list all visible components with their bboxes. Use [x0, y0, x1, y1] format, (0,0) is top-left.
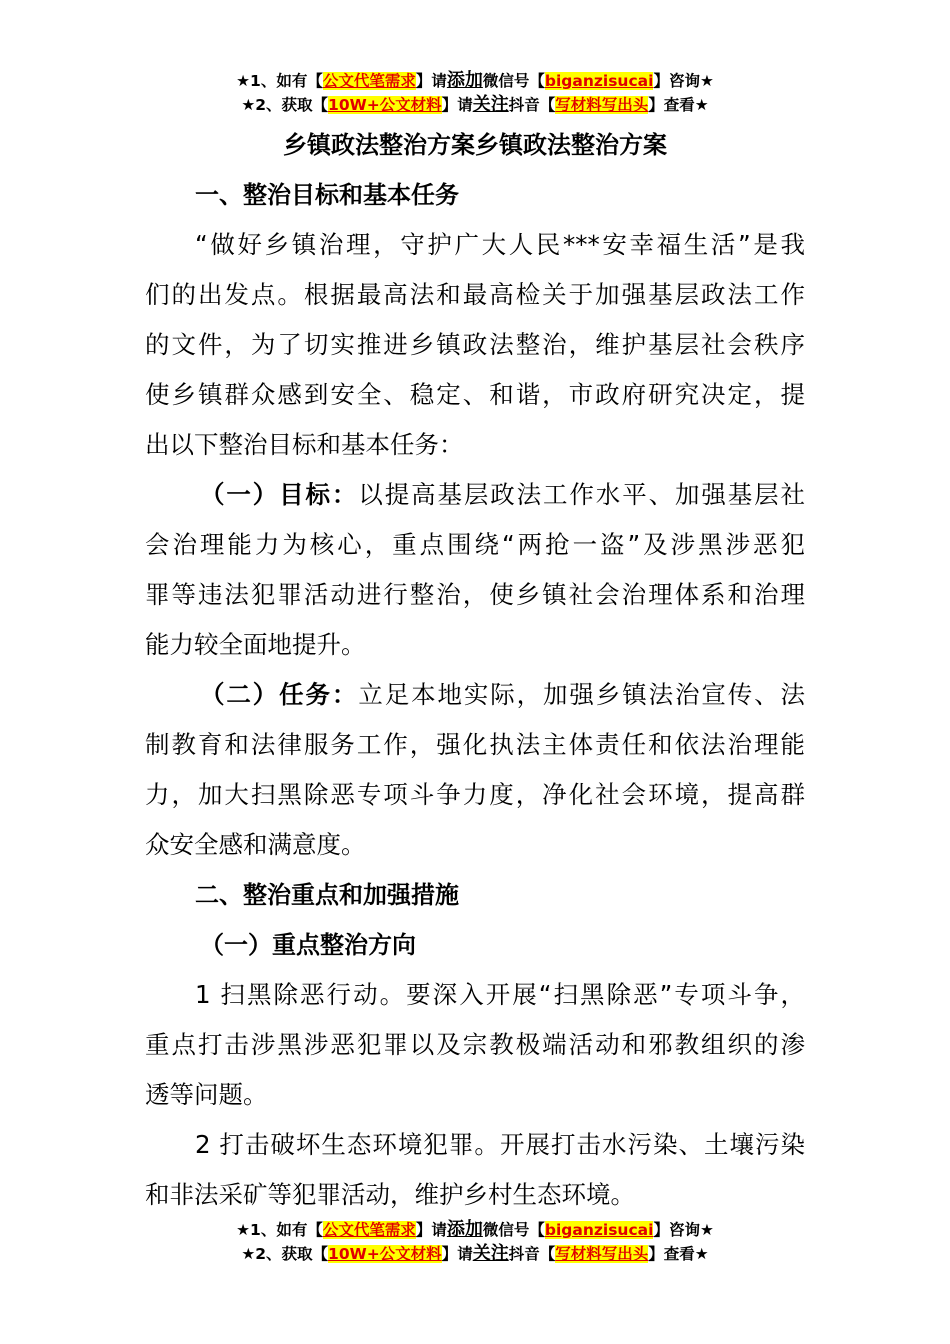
paragraph-line: 们的出发点。根据最高法和最高检关于加强基层政法工作 — [145, 280, 805, 309]
highlight: 写材料写出头 — [555, 1245, 649, 1263]
t: ★1、如有【 — [236, 1221, 323, 1239]
t: 】咨询★ — [653, 72, 714, 90]
highlight: biganzisucai — [544, 1221, 654, 1239]
paragraph-line: “做好乡镇治理，守护广大人民***安幸福生活”是我 — [195, 230, 805, 259]
t: ★2、获取【 — [241, 96, 329, 114]
t: 添加 — [446, 70, 483, 91]
promo-line-2 — [0, 93, 950, 117]
paragraph-line: 出以下整治目标和基本任务： — [145, 430, 464, 459]
t: 抖音【 — [508, 1245, 556, 1263]
t: 关注 — [472, 1243, 509, 1264]
paragraph-line: 1 扫黑除恶行动。要深入开展“扫黑除恶”专项斗争， — [195, 980, 805, 1009]
paragraph-line: 众安全感和满意度。 — [145, 830, 366, 859]
t: 】请 — [441, 96, 473, 114]
paragraph-line: 能力较全面地提升。 — [145, 630, 366, 659]
promo-header — [0, 69, 950, 117]
paragraph-line: 的文件，为了切实推进乡镇政法整治，维护基层社会秩序 — [145, 330, 805, 359]
paragraph-line: 重点打击涉黑涉恶犯罪以及宗教极端活动和邪教组织的渗 — [145, 1030, 805, 1059]
paragraph-line — [145, 470, 805, 520]
t: 关注 — [472, 94, 509, 115]
heading-2: 二、整治重点和加强措施 — [195, 881, 459, 909]
paragraph-line — [145, 670, 805, 720]
t: 以提高基层政法工作水平、加强基层社 — [358, 480, 806, 509]
t: 】请 — [415, 72, 447, 90]
highlight: biganzisucai — [544, 72, 654, 90]
t: 】查看★ — [648, 96, 709, 114]
highlight: 10W+公文材料 — [328, 96, 442, 114]
t: 】请 — [415, 1221, 447, 1239]
t: 】请 — [441, 1245, 473, 1263]
promo-line-2 — [0, 1242, 950, 1266]
t: ★2、获取【 — [241, 1245, 329, 1263]
paragraph-line: 会治理能力为核心，重点围绕“两抢一盗”及涉黑涉恶犯 — [145, 530, 805, 559]
paragraph-line: 力，加大扫黑除恶专项斗争力度，净化社会环境，提高群 — [145, 780, 805, 809]
highlight: 10W+公文材料 — [328, 1245, 442, 1263]
t: 】咨询★ — [653, 1221, 714, 1239]
t: 】查看★ — [648, 1245, 709, 1263]
highlight: 写材料写出头 — [555, 96, 649, 114]
highlight: 公文代笔需求 — [322, 1221, 416, 1239]
t: 添加 — [446, 1219, 483, 1240]
task-label: （二）任务： — [200, 680, 359, 709]
t: 微信号【 — [482, 72, 545, 90]
promo-line-1 — [0, 1218, 950, 1242]
paragraph-line: 透等问题。 — [145, 1080, 268, 1109]
paragraph-line: 2 打击破坏生态环境犯罪。开展打击水污染、土壤污染 — [195, 1130, 805, 1159]
promo-line-1 — [0, 69, 950, 93]
paragraph-line: 和非法采矿等犯罪活动，维护乡村生态环境。 — [145, 1180, 635, 1209]
promo-footer — [0, 1218, 950, 1266]
document-body — [145, 120, 805, 1220]
highlight: 公文代笔需求 — [322, 72, 416, 90]
t: 抖音【 — [508, 96, 556, 114]
paragraph-line: 使乡镇群众感到安全、稳定、和谐，市政府研究决定，提 — [145, 380, 805, 409]
paragraph-line: 罪等违法犯罪活动进行整治，使乡镇社会治理体系和治理 — [145, 580, 805, 609]
heading-3: （一）重点整治方向 — [200, 931, 416, 959]
paragraph-line: 制教育和法律服务工作，强化执法主体责任和依法治理能 — [145, 730, 805, 759]
document-title: 乡镇政法整治方案乡镇政法整治方案 — [283, 131, 667, 159]
t: 微信号【 — [482, 1221, 545, 1239]
heading-1: 一、整治目标和基本任务 — [195, 181, 459, 209]
t: ★1、如有【 — [236, 72, 323, 90]
goal-label: （一）目标： — [200, 480, 359, 509]
t: 立足本地实际，加强乡镇法治宣传、法 — [358, 680, 806, 709]
